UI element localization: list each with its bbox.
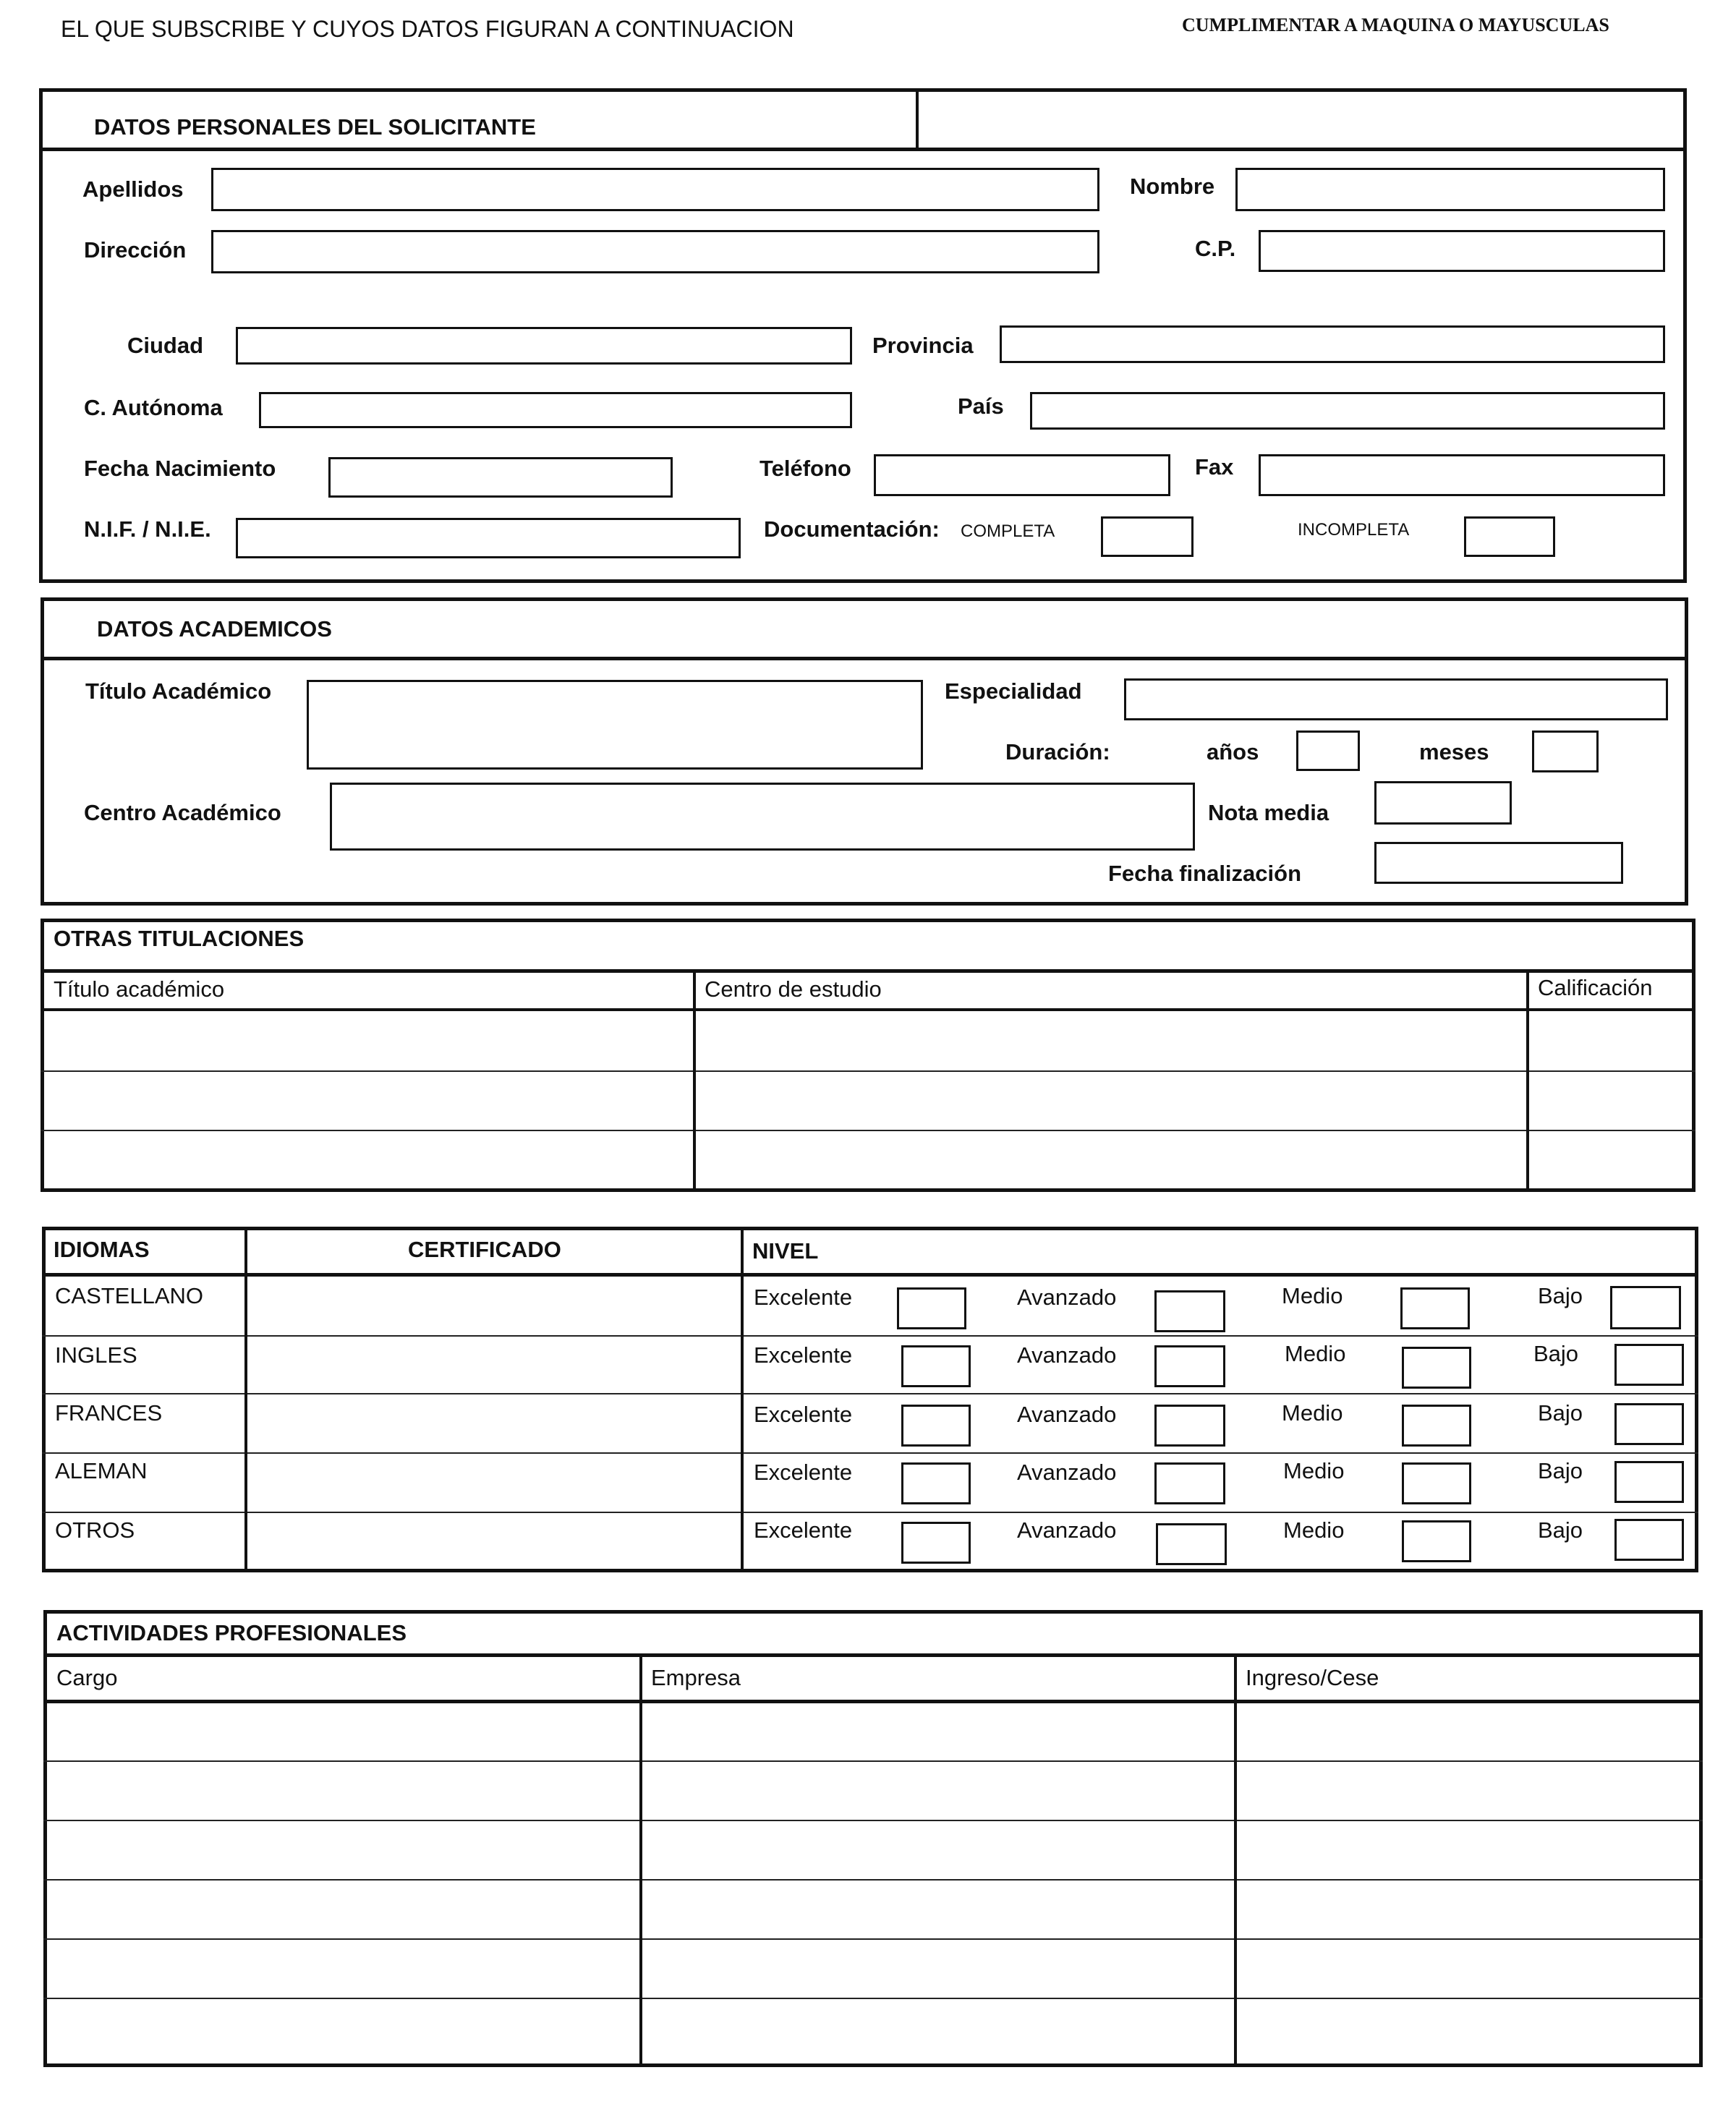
level-avanzado-label: Avanzado <box>1017 1460 1117 1485</box>
level-excelente-checkbox[interactable] <box>901 1345 971 1387</box>
col-idiomas: IDIOMAS <box>54 1237 150 1262</box>
nombre-field[interactable] <box>1235 168 1665 211</box>
level-bajo-label: Bajo <box>1538 1458 1583 1483</box>
incompleta-label: INCOMPLETA <box>1298 520 1410 540</box>
level-avanzado-label: Avanzado <box>1017 1402 1117 1427</box>
column-divider <box>639 1655 642 2066</box>
anos-label: años <box>1207 739 1259 764</box>
incompleta-checkbox[interactable] <box>1464 516 1555 557</box>
fecha-finalizacion-field[interactable] <box>1374 842 1623 884</box>
level-medio-checkbox[interactable] <box>1400 1287 1470 1329</box>
level-excelente-label: Excelente <box>754 1342 853 1368</box>
language-name: OTROS <box>55 1517 135 1543</box>
direccion-field[interactable] <box>211 230 1099 273</box>
fax-field[interactable] <box>1259 454 1665 496</box>
personal-header-split <box>916 88 919 149</box>
fecha-nacimiento-label: Fecha Nacimiento <box>84 456 276 481</box>
provincia-label: Provincia <box>872 333 974 358</box>
anos-field[interactable] <box>1296 731 1360 771</box>
table-row-divider <box>41 1070 1695 1072</box>
level-excelente-checkbox[interactable] <box>901 1522 971 1564</box>
table-row-divider <box>42 1335 1698 1337</box>
apellidos-label: Apellidos <box>82 176 184 202</box>
table-row-divider <box>43 1879 1703 1881</box>
table-row-divider <box>43 1938 1703 1940</box>
personal-section-title: DATOS PERSONALES DEL SOLICITANTE <box>94 114 536 140</box>
other-qualifications-header-divider <box>41 969 1695 973</box>
pais-field[interactable] <box>1030 392 1665 430</box>
level-bajo-checkbox[interactable] <box>1614 1461 1684 1503</box>
level-excelente-checkbox[interactable] <box>901 1405 971 1447</box>
table-row-divider <box>43 1820 1703 1821</box>
col-certificado: CERTIFICADO <box>408 1237 561 1262</box>
level-medio-checkbox[interactable] <box>1402 1347 1471 1389</box>
nota-media-label: Nota media <box>1208 800 1329 825</box>
other-qualifications-title: OTRAS TITULACIONES <box>54 926 305 951</box>
column-divider <box>244 1228 247 1571</box>
level-medio-checkbox[interactable] <box>1402 1462 1471 1504</box>
level-avanzado-checkbox[interactable] <box>1154 1290 1225 1332</box>
level-medio-label: Medio <box>1283 1517 1345 1543</box>
table-row-divider <box>43 1760 1703 1762</box>
cp-field[interactable] <box>1259 230 1665 272</box>
personal-header-right-cell <box>920 93 1683 148</box>
level-avanzado-label: Avanzado <box>1017 1285 1117 1310</box>
telefono-label: Teléfono <box>760 456 851 481</box>
level-avanzado-label: Avanzado <box>1017 1342 1117 1368</box>
level-avanzado-checkbox[interactable] <box>1154 1345 1225 1387</box>
level-medio-label: Medio <box>1282 1400 1343 1426</box>
fecha-nacimiento-field[interactable] <box>328 457 673 498</box>
language-name: ALEMAN <box>55 1458 148 1483</box>
meses-label: meses <box>1419 739 1489 764</box>
level-excelente-checkbox[interactable] <box>901 1462 971 1504</box>
level-bajo-checkbox[interactable] <box>1614 1344 1684 1386</box>
especialidad-label: Especialidad <box>945 678 1082 704</box>
col-ingreso-cese: Ingreso/Cese <box>1246 1665 1379 1690</box>
table-row-divider <box>42 1512 1698 1513</box>
table-row-divider <box>43 1998 1703 1999</box>
pais-label: País <box>958 393 1004 419</box>
form-intro-text: EL QUE SUBSCRIBE Y CUYOS DATOS FIGURAN A CONTINUACION <box>61 16 794 42</box>
language-name: INGLES <box>55 1342 137 1368</box>
autonoma-field[interactable] <box>259 392 852 428</box>
col-centro-estudio: Centro de estudio <box>705 976 882 1002</box>
meses-field[interactable] <box>1532 731 1599 772</box>
level-excelente-label: Excelente <box>754 1517 853 1543</box>
academic-header-divider <box>41 657 1688 660</box>
level-excelente-label: Excelente <box>754 1285 853 1310</box>
nif-field[interactable] <box>236 518 741 558</box>
col-empresa: Empresa <box>651 1665 741 1690</box>
column-divider <box>1526 971 1529 1191</box>
level-bajo-checkbox[interactable] <box>1610 1286 1681 1329</box>
level-bajo-checkbox[interactable] <box>1614 1403 1684 1445</box>
level-avanzado-checkbox[interactable] <box>1156 1523 1227 1565</box>
titulo-academico-field[interactable] <box>307 680 923 770</box>
especialidad-field[interactable] <box>1124 678 1668 720</box>
direccion-label: Dirección <box>84 237 187 263</box>
documentacion-label: Documentación: <box>764 516 940 542</box>
level-excelente-checkbox[interactable] <box>897 1287 966 1329</box>
level-medio-checkbox[interactable] <box>1402 1520 1471 1562</box>
cp-label: C.P. <box>1195 236 1236 261</box>
level-medio-checkbox[interactable] <box>1402 1405 1471 1447</box>
telefono-field[interactable] <box>874 454 1170 496</box>
apellidos-field[interactable] <box>211 168 1099 211</box>
level-excelente-label: Excelente <box>754 1460 853 1485</box>
fecha-finalizacion-label: Fecha finalización <box>1108 861 1302 886</box>
nombre-label: Nombre <box>1130 174 1215 199</box>
level-excelente-label: Excelente <box>754 1402 853 1427</box>
professional-activities-title: ACTIVIDADES PROFESIONALES <box>56 1620 407 1645</box>
languages-header-divider <box>42 1273 1698 1277</box>
centro-academico-field[interactable] <box>330 783 1195 851</box>
level-medio-label: Medio <box>1285 1341 1346 1366</box>
completa-label: COMPLETA <box>961 521 1055 541</box>
table-row-divider <box>42 1393 1698 1394</box>
level-medio-label: Medio <box>1282 1283 1343 1308</box>
other-qualifications-frame <box>41 919 1695 1192</box>
titulo-academico-label: Título Académico <box>85 678 272 704</box>
level-bajo-label: Bajo <box>1538 1400 1583 1426</box>
level-bajo-checkbox[interactable] <box>1614 1519 1684 1561</box>
other-qualifications-columns-divider <box>41 1008 1695 1011</box>
level-bajo-label: Bajo <box>1538 1517 1583 1543</box>
column-divider <box>693 971 696 1191</box>
fax-label: Fax <box>1195 454 1234 480</box>
table-row-divider <box>42 1452 1698 1454</box>
nota-media-field[interactable] <box>1374 781 1512 825</box>
level-bajo-label: Bajo <box>1538 1283 1583 1308</box>
column-divider <box>1234 1655 1237 2066</box>
level-avanzado-label: Avanzado <box>1017 1517 1117 1543</box>
table-row-divider <box>41 1130 1695 1131</box>
ciudad-label: Ciudad <box>127 333 204 358</box>
duracion-label: Duración: <box>1005 739 1110 764</box>
completa-checkbox[interactable] <box>1101 516 1194 557</box>
professional-activities-header-divider <box>43 1653 1703 1657</box>
level-avanzado-checkbox[interactable] <box>1154 1462 1225 1504</box>
col-titulo-academico: Título académico <box>54 976 225 1002</box>
col-calificacion: Calificación <box>1538 975 1653 1000</box>
column-divider <box>741 1228 744 1571</box>
language-name: FRANCES <box>55 1400 163 1426</box>
form-instruction-text: CUMPLIMENTAR A MAQUINA O MAYUSCULAS <box>1182 14 1609 35</box>
level-medio-label: Medio <box>1283 1458 1345 1483</box>
academic-section-title: DATOS ACADEMICOS <box>97 616 332 642</box>
autonoma-label: C. Autónoma <box>84 395 223 420</box>
level-bajo-label: Bajo <box>1533 1341 1579 1366</box>
level-avanzado-checkbox[interactable] <box>1154 1405 1225 1447</box>
centro-academico-label: Centro Académico <box>84 800 281 825</box>
col-nivel: NIVEL <box>752 1238 819 1264</box>
col-cargo: Cargo <box>56 1665 118 1690</box>
provincia-field[interactable] <box>1000 325 1665 363</box>
nif-label: N.I.F. / N.I.E. <box>84 516 211 542</box>
ciudad-field[interactable] <box>236 327 852 365</box>
personal-header-divider <box>39 148 1687 151</box>
professional-activities-columns-divider <box>43 1700 1703 1703</box>
language-name: CASTELLANO <box>55 1283 204 1308</box>
